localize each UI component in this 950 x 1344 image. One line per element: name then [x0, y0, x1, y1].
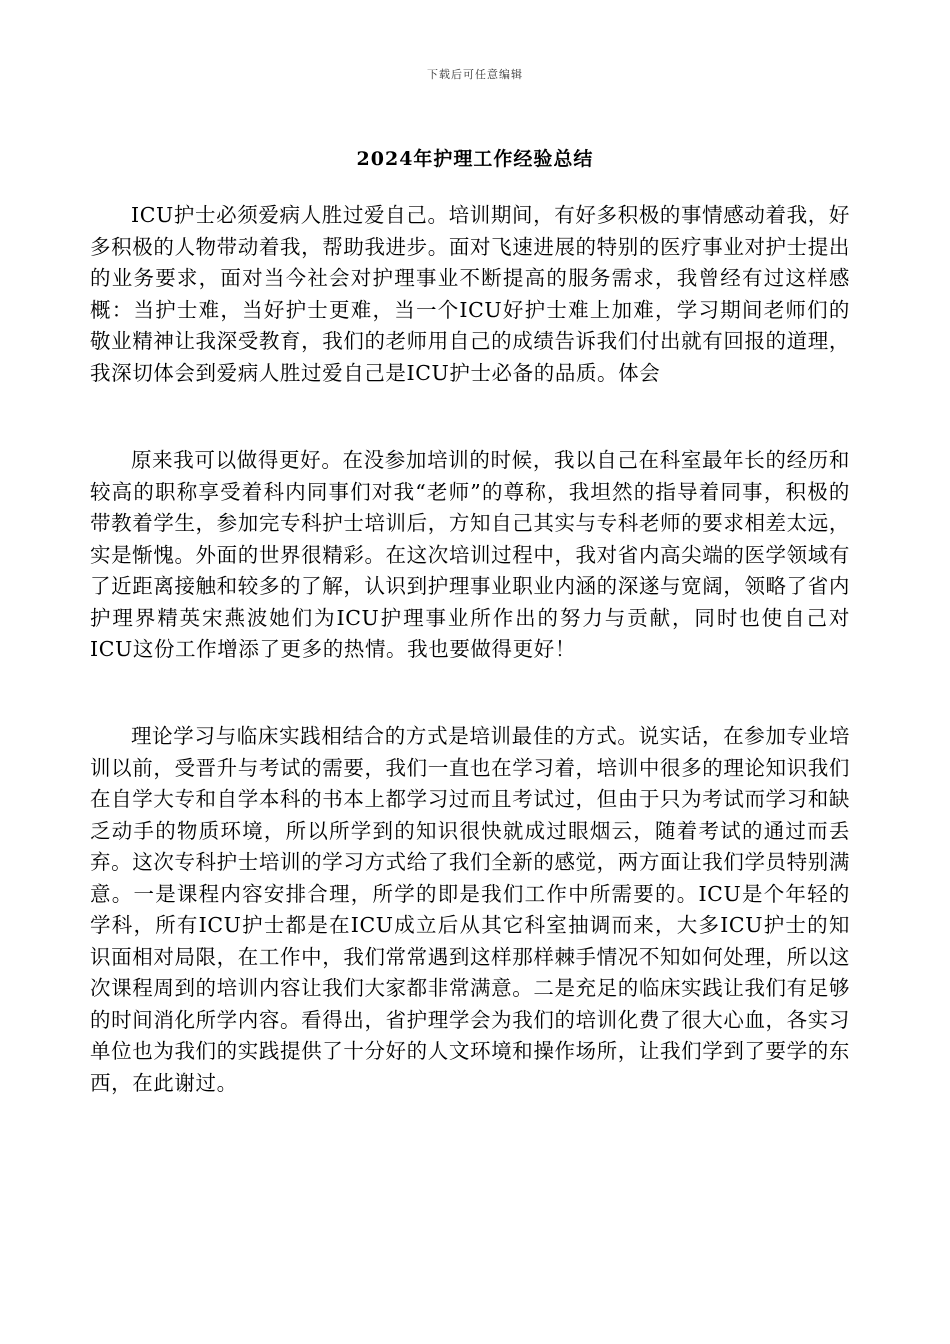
body-paragraph-2	[90, 445, 850, 666]
paragraph-text: ICU护士必须爱病人胜过爱自己。培训期间，有好多积极的事情感动着我，好多积极的人物带动着我，帮助我进步。面对飞速进展的特别的医疗事业对护士提出的业务要求，面对当今社会对护理事业不断提高的服务需求，我曾经有过这样感概：当护士难，当好护士更难，当一个ICU好护士难上加难，学习期间老师们的敬业精神让我深受教育，我们的老师用自己的成绩告诉我们付出就有回报的道理，我深切体会到爱病人胜过爱自己是ICU护士必备的品质。体会	[90, 203, 850, 385]
paragraph-text: 原来我可以做得更好。在没参加培训的时候，我以自己在科室最年长的经历和较高的职称享受着科内同事们对我“老师”的尊称，我坦然的指导着同事，积极的带教着学生，参加完专科护士培训后，方知自己其实与专科老师的要求相差太远，实是惭愧。外面的世界很精彩。在这次培训过程中，我对省内高尖端的医学领域有了近距离接触和较多的了解，认识到护理事业职业内涵的深遂与宽阔，领略了省内护理界精英宋燕波她们为ICU护理事业所作出的努力与贡献，同时也使自己对ICU这份工作增添了更多的热情。我也要做得更好！	[90, 448, 850, 661]
body-paragraph-1	[90, 200, 850, 389]
header-note: 下载后可任意编辑	[427, 68, 523, 81]
paragraph-text: 理论学习与临床实践相结合的方式是培训最佳的方式。说实话，在参加专业培训以前，受晋升与考试的需要，我们一直也在学习着，培训中很多的理论知识我们在自学大专和自学本科的书本上都学习过而且考试过，但由于只为考试而学习和缺乏动手的物质环境，所以所学到的知识很快就成过眼烟云，随着考试的通过而丢弃。这次专科护士培训的学习方式给了我们全新的感觉，两方面让我们学员特别满意。一是课程内容安排合理，所学的即是我们工作中所需要的。ICU是个年轻的学科，所有ICU护士都是在ICU成立后从其它科室抽调而来，大多ICU护士的知识面相对局限，在工作中，我们常常遇到这样那样棘手情况不知如何处理，所以这次课程周到的培训内容让我们大家都非常满意。二是充足的临床实践让我们有足够的时间消化所学内容。看得出，省护理学会为我们的培训化费了很大心血，各实习单位也为我们的实践提供了十分好的人文环境和操作场所，让我们学到了要学的东西，在此谢过。	[90, 724, 850, 1095]
document-title: 2024年护理工作经验总结	[356, 148, 594, 170]
body-paragraph-3	[90, 721, 850, 1099]
